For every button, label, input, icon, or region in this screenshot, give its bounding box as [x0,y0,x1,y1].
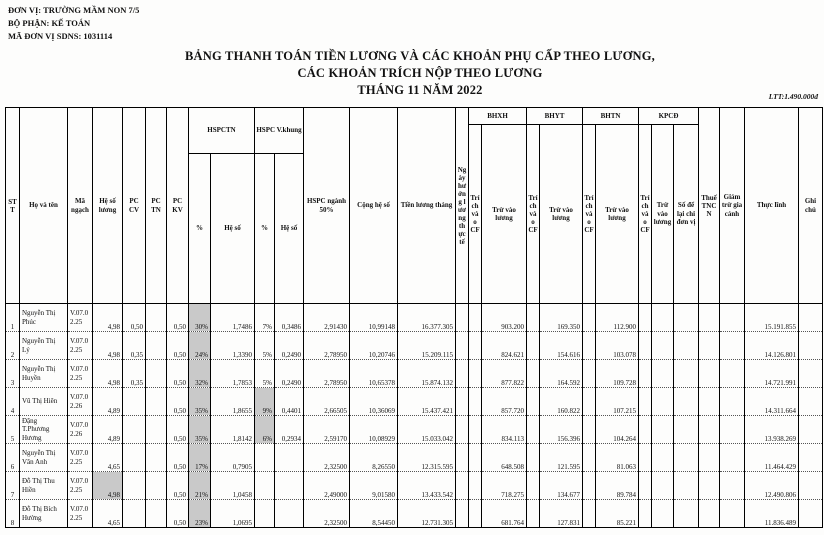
cell-hspctn-pct: 32% [189,360,211,388]
table-row [6,416,823,444]
cell-kpcd-tru-luong [652,416,674,444]
cell-ghi-chu [799,416,823,444]
cell-thuc-linh: 12.490.806 [745,472,799,500]
title-line-3: THÁNG 11 NĂM 2022 [357,83,483,97]
cell-tien-luong: 15.033.042 [398,416,456,444]
cell-tien-luong: 12.315.595 [398,444,456,472]
cell-pc-kv: 0,50 [167,416,189,444]
cell-he-so-luong: 4,65 [93,444,123,472]
cell-ngay-huong [456,500,469,528]
cell-stt: 4 [6,388,20,416]
cell-kpcd-trich-cf [639,332,652,360]
cell-stt: 3 [6,360,20,388]
table-row [6,444,823,472]
cell-name: Nguyễn Thị Vân Anh [20,444,68,472]
cell-ngay-huong [456,444,469,472]
cell-kpcd-tru-luong [652,500,674,528]
cell-kpcd-tru-luong [652,332,674,360]
cell-hspc-nganh: 2,59170 [304,416,350,444]
cell-bhtn-tru-luong: 81.063 [596,444,639,472]
cell-vkhung-pct [255,444,275,472]
cell-bhtn-trich-cf [583,416,596,444]
cell-vkhung-pct: 9% [255,388,275,416]
cell-bhyt-trich-cf [527,472,540,500]
cell-ma-ngach: V.07.02.25 [68,500,93,528]
cell-hspctn-he-so: 1,7853 [211,360,255,388]
cell-bhxh-trich-cf [469,360,482,388]
cell-hspc-nganh: 2,32500 [304,500,350,528]
cell-bhxh-trich-cf [469,444,482,472]
cell-bhxh-tru-luong: 648.508 [482,444,527,472]
cell-bhtn-tru-luong: 104.264 [596,416,639,444]
cell-bhtn-trich-cf [583,444,596,472]
table-row [6,500,823,528]
cell-hspctn-he-so: 0,7905 [211,444,255,472]
cell-bhtn-trich-cf [583,472,596,500]
cell-hspctn-pct: 24% [189,332,211,360]
cell-vkhung-he-so: 0,2490 [275,360,304,388]
cell-bhyt-tru-luong: 164.592 [540,360,583,388]
cell-ma-ngach: V.07.02.25 [68,472,93,500]
cell-bhxh-trich-cf [469,388,482,416]
cell-bhyt-tru-luong: 154.616 [540,332,583,360]
cell-bhtn-trich-cf [583,332,596,360]
cell-pc-cv [123,416,146,444]
cell-bhxh-tru-luong: 877.822 [482,360,527,388]
cell-pc-cv: 0,35 [123,360,146,388]
cell-stt: 7 [6,472,20,500]
cell-bhyt-trich-cf [527,360,540,388]
cell-so-de-lai [674,416,699,444]
cell-ma-ngach: V.07.02.26 [68,416,93,444]
cell-vkhung-pct: 6% [255,416,275,444]
cell-thue-tncn [699,332,720,360]
cell-so-de-lai [674,360,699,388]
cell-thue-tncn [699,500,720,528]
cell-vkhung-he-so [275,444,304,472]
document-title [0,48,824,99]
cell-kpcd-trich-cf [639,360,652,388]
col-bhtn-tru-luong: Trừ vào lương [596,125,639,304]
col-hspc-nganh: HSPC ngành 50% [304,108,350,304]
cell-hspctn-he-so: 1,3390 [211,332,255,360]
cell-hspctn-he-so: 1,0458 [211,472,255,500]
cell-ghi-chu [799,388,823,416]
cell-ma-ngach: V.07.02.25 [68,444,93,472]
cell-hspc-nganh: 2,32500 [304,444,350,472]
cell-bhtn-trich-cf [583,360,596,388]
col-bhtn-trich-cf: Trích vào CF [583,125,596,304]
table-row [6,360,823,388]
cell-thuc-linh: 14.126.801 [745,332,799,360]
cell-name: Nguyễn Thị Phúc [20,304,68,332]
col-stt: STT [6,108,20,304]
cell-ma-ngach: V.07.02.25 [68,332,93,360]
cell-tien-luong: 12.731.305 [398,500,456,528]
cell-bhtn-tru-luong: 109.728 [596,360,639,388]
cell-hspctn-he-so: 1,8655 [211,388,255,416]
cell-ngay-huong [456,388,469,416]
cell-he-so-luong: 4,98 [93,360,123,388]
col-so-de-lai: Số để lại chi đơn vị [674,125,699,304]
cell-kpcd-trich-cf [639,472,652,500]
cell-ghi-chu [799,472,823,500]
cell-cong-he-so: 10,99148 [350,304,398,332]
cell-bhyt-trich-cf [527,444,540,472]
cell-bhxh-tru-luong: 681.764 [482,500,527,528]
cell-giam-tru [720,416,745,444]
title-line-2: CÁC KHOẢN TRÍCH NỘP THEO LƯƠNG [297,66,543,80]
cell-ghi-chu [799,304,823,332]
cell-giam-tru [720,444,745,472]
cell-vkhung-he-so: 0,2934 [275,416,304,444]
cell-name: Vũ Thị Hiên [20,388,68,416]
table-body [6,304,823,528]
col-thue-tncn: Thuế TNCN [699,108,720,304]
cell-bhyt-tru-luong: 156.396 [540,416,583,444]
cell-pc-tn [146,416,167,444]
col-pc-cv: PC CV [123,108,146,304]
col-vkhung-he-so: Hệ số [275,154,304,304]
cell-hspc-nganh: 2,49000 [304,472,350,500]
cell-bhxh-trich-cf [469,304,482,332]
cell-kpcd-trich-cf [639,500,652,528]
group-bhtn: BHTN [583,108,639,125]
cell-bhyt-trich-cf [527,304,540,332]
cell-pc-cv: 0,35 [123,332,146,360]
cell-so-de-lai [674,388,699,416]
cell-thue-tncn [699,416,720,444]
cell-bhxh-tru-luong: 857.720 [482,388,527,416]
cell-bhyt-tru-luong: 134.677 [540,472,583,500]
payroll-table [5,107,823,528]
cell-ma-ngach: V.07.02.26 [68,388,93,416]
cell-vkhung-pct [255,500,275,528]
cell-hspctn-he-so: 1,7486 [211,304,255,332]
cell-bhxh-tru-luong: 903.200 [482,304,527,332]
cell-kpcd-tru-luong [652,388,674,416]
col-bhyt-trich-cf: Trích vào CF [527,125,540,304]
cell-cong-he-so: 10,65378 [350,360,398,388]
cell-thuc-linh: 14.311.664 [745,388,799,416]
cell-bhxh-trich-cf [469,472,482,500]
col-ho-va-ten: Họ và tên [20,108,68,304]
cell-thue-tncn [699,444,720,472]
cell-vkhung-pct: 5% [255,332,275,360]
cell-kpcd-tru-luong [652,304,674,332]
cell-cong-he-so: 8,26550 [350,444,398,472]
cell-hspc-nganh: 2,91430 [304,304,350,332]
cell-pc-kv: 0,50 [167,388,189,416]
cell-name: Nguyễn Thị Huyền [20,360,68,388]
cell-he-so-luong: 4,98 [93,304,123,332]
cell-bhyt-trich-cf [527,500,540,528]
cell-so-de-lai [674,472,699,500]
cell-pc-cv [123,472,146,500]
cell-he-so-luong: 4,89 [93,388,123,416]
col-pc-tn: PC TN [146,108,167,304]
cell-pc-cv [123,388,146,416]
cell-stt: 1 [6,304,20,332]
org-code-line: MÃ ĐƠN VỊ SDNS: 1031114 [8,31,113,41]
cell-vkhung-he-so [275,500,304,528]
col-hspctn-he-so: Hệ số [211,154,255,304]
cell-ghi-chu [799,332,823,360]
cell-cong-he-so: 8,54450 [350,500,398,528]
cell-vkhung-pct: 7% [255,304,275,332]
cell-tien-luong: 15.874.132 [398,360,456,388]
cell-ngay-huong [456,472,469,500]
cell-pc-tn [146,472,167,500]
cell-hspctn-pct: 21% [189,472,211,500]
cell-pc-kv: 0,50 [167,472,189,500]
cell-thue-tncn [699,472,720,500]
cell-bhyt-tru-luong: 127.831 [540,500,583,528]
cell-stt: 5 [6,416,20,444]
cell-bhtn-tru-luong: 107.215 [596,388,639,416]
col-cong-he-so: Cộng hệ số [350,108,398,304]
cell-kpcd-tru-luong [652,472,674,500]
cell-pc-kv: 0,50 [167,360,189,388]
col-vkhung-pct: % [255,154,275,304]
cell-so-de-lai [674,304,699,332]
cell-name: Đỗ Thị Thu Hiền [20,472,68,500]
cell-ma-ngach: V.07.02.25 [68,360,93,388]
cell-bhtn-tru-luong: 112.900 [596,304,639,332]
group-hspc-vkhung: HSPC V.khung [255,108,304,154]
col-giam-tru: Giảm trừ gia cảnh [720,108,745,304]
cell-bhxh-trich-cf [469,332,482,360]
cell-cong-he-so: 10,20746 [350,332,398,360]
cell-thuc-linh: 14.721.991 [745,360,799,388]
cell-hspctn-pct: 30% [189,304,211,332]
col-ngay-huong: Ngày hưởng lương thực tế [456,108,469,304]
cell-vkhung-pct: 5% [255,360,275,388]
cell-vkhung-he-so: 0,4401 [275,388,304,416]
col-bhxh-tru-luong: Trừ vào lương [482,125,527,304]
cell-hspc-nganh: 2,66505 [304,388,350,416]
cell-thuc-linh: 11.464.429 [745,444,799,472]
cell-hspctn-pct: 17% [189,444,211,472]
col-kpcd-tru-luong: Trừ vào lương [652,125,674,304]
table-header [6,108,823,304]
cell-thuc-linh: 15.191.855 [745,304,799,332]
cell-bhyt-trich-cf [527,416,540,444]
cell-so-de-lai [674,444,699,472]
cell-pc-tn [146,444,167,472]
cell-hspc-nganh: 2,78950 [304,332,350,360]
cell-ghi-chu [799,360,823,388]
cell-thuc-linh: 13.938.269 [745,416,799,444]
cell-stt: 2 [6,332,20,360]
cell-ngay-huong [456,332,469,360]
cell-bhyt-tru-luong: 121.595 [540,444,583,472]
cell-tien-luong: 15.209.115 [398,332,456,360]
cell-stt: 8 [6,500,20,528]
cell-hspctn-pct: 35% [189,388,211,416]
table-row [6,472,823,500]
cell-pc-tn [146,304,167,332]
cell-giam-tru [720,360,745,388]
col-he-so-luong: Hệ số lương [93,108,123,304]
cell-so-de-lai [674,332,699,360]
cell-vkhung-he-so: 0,2490 [275,332,304,360]
cell-pc-cv: 0,50 [123,304,146,332]
cell-bhtn-trich-cf [583,500,596,528]
cell-name: Nguyễn Thị Lý [20,332,68,360]
cell-pc-kv: 0,50 [167,304,189,332]
cell-bhtn-trich-cf [583,304,596,332]
cell-kpcd-tru-luong [652,360,674,388]
cell-ngay-huong [456,304,469,332]
cell-ma-ngach: V.07.02.25 [68,304,93,332]
cell-kpcd-trich-cf [639,444,652,472]
cell-bhtn-tru-luong: 103.078 [596,332,639,360]
cell-giam-tru [720,472,745,500]
col-tien-luong-thang: Tiền lương tháng [398,108,456,304]
cell-pc-kv: 0,50 [167,332,189,360]
cell-bhyt-tru-luong: 169.350 [540,304,583,332]
cell-bhxh-tru-luong: 824.621 [482,332,527,360]
cell-giam-tru [720,304,745,332]
cell-pc-tn [146,388,167,416]
cell-thue-tncn [699,360,720,388]
title-line-1: BẢNG THANH TOÁN TIỀN LƯƠNG VÀ CÁC KHOẢN PHỤ CẤP THEO LƯƠNG, [185,49,655,63]
col-ma-ngach: Mã ngạch [68,108,93,304]
cell-bhtn-trich-cf [583,388,596,416]
cell-tien-luong: 13.433.542 [398,472,456,500]
cell-kpcd-tru-luong [652,444,674,472]
table-row [6,332,823,360]
table-row [6,304,823,332]
col-ghi-chu: Ghi chú [799,108,823,304]
cell-tien-luong: 16.377.305 [398,304,456,332]
cell-bhyt-trich-cf [527,388,540,416]
cell-he-so-luong: 4,98 [93,332,123,360]
cell-name: Đặng T.Phương Hương [20,416,68,444]
cell-hspctn-pct: 23% [189,500,211,528]
cell-cong-he-so: 10,36069 [350,388,398,416]
cell-so-de-lai [674,500,699,528]
cell-bhxh-trich-cf [469,416,482,444]
group-bhxh: BHXH [469,108,527,125]
cell-stt: 6 [6,444,20,472]
group-kpcd: KPCĐ [639,108,699,125]
group-hspctn: HSPCTN [189,108,255,154]
cell-ghi-chu [799,444,823,472]
cell-bhyt-trich-cf [527,332,540,360]
cell-kpcd-trich-cf [639,304,652,332]
cell-he-so-luong: 4,65 [93,500,123,528]
cell-bhxh-tru-luong: 834.113 [482,416,527,444]
cell-he-so-luong: 4,98 [93,472,123,500]
cell-bhtn-tru-luong: 85.221 [596,500,639,528]
cell-hspc-nganh: 2,78950 [304,360,350,388]
col-thuc-linh: Thực lĩnh [745,108,799,304]
cell-giam-tru [720,332,745,360]
org-department-line: BỘ PHẬN: KẾ TOÁN [8,18,91,28]
col-bhxh-trich-cf: Trích vào CF [469,125,482,304]
cell-pc-kv: 0,50 [167,444,189,472]
cell-thuc-linh: 11.836.489 [745,500,799,528]
cell-he-so-luong: 4,89 [93,416,123,444]
col-hspctn-pct: % [189,154,211,304]
cell-pc-tn [146,332,167,360]
cell-pc-cv [123,500,146,528]
cell-vkhung-he-so: 0,3486 [275,304,304,332]
cell-cong-he-so: 9,01580 [350,472,398,500]
col-bhyt-tru-luong: Trừ vào lương [540,125,583,304]
cell-thue-tncn [699,304,720,332]
cell-giam-tru [720,500,745,528]
cell-cong-he-so: 10,08929 [350,416,398,444]
org-unit-line: ĐƠN VỊ: TRƯỜNG MẦM NON 7/5 [8,5,140,15]
cell-pc-tn [146,500,167,528]
cell-name: Đỗ Thị Bích Hường [20,500,68,528]
cell-hspctn-he-so: 1,8142 [211,416,255,444]
cell-kpcd-trich-cf [639,416,652,444]
col-kpcd-trich-cf: Trích vào CF [639,125,652,304]
org-header [8,4,139,43]
cell-hspctn-he-so: 1,0695 [211,500,255,528]
cell-vkhung-pct [255,472,275,500]
cell-bhxh-trich-cf [469,500,482,528]
group-bhyt: BHYT [527,108,583,125]
cell-ngay-huong [456,416,469,444]
cell-kpcd-trich-cf [639,388,652,416]
col-pc-kv: PC KV [167,108,189,304]
cell-giam-tru [720,388,745,416]
cell-bhyt-tru-luong: 160.822 [540,388,583,416]
cell-vkhung-he-so [275,472,304,500]
cell-tien-luong: 15.437.421 [398,388,456,416]
cell-hspctn-pct: 35% [189,416,211,444]
minimum-wage-note: LTT:1.490.000đ [768,92,818,101]
cell-ngay-huong [456,360,469,388]
cell-thue-tncn [699,388,720,416]
cell-pc-kv: 0,50 [167,500,189,528]
table-row [6,388,823,416]
cell-ghi-chu [799,500,823,528]
cell-bhxh-tru-luong: 718.275 [482,472,527,500]
cell-bhtn-tru-luong: 89.784 [596,472,639,500]
cell-pc-tn [146,360,167,388]
cell-pc-cv [123,444,146,472]
